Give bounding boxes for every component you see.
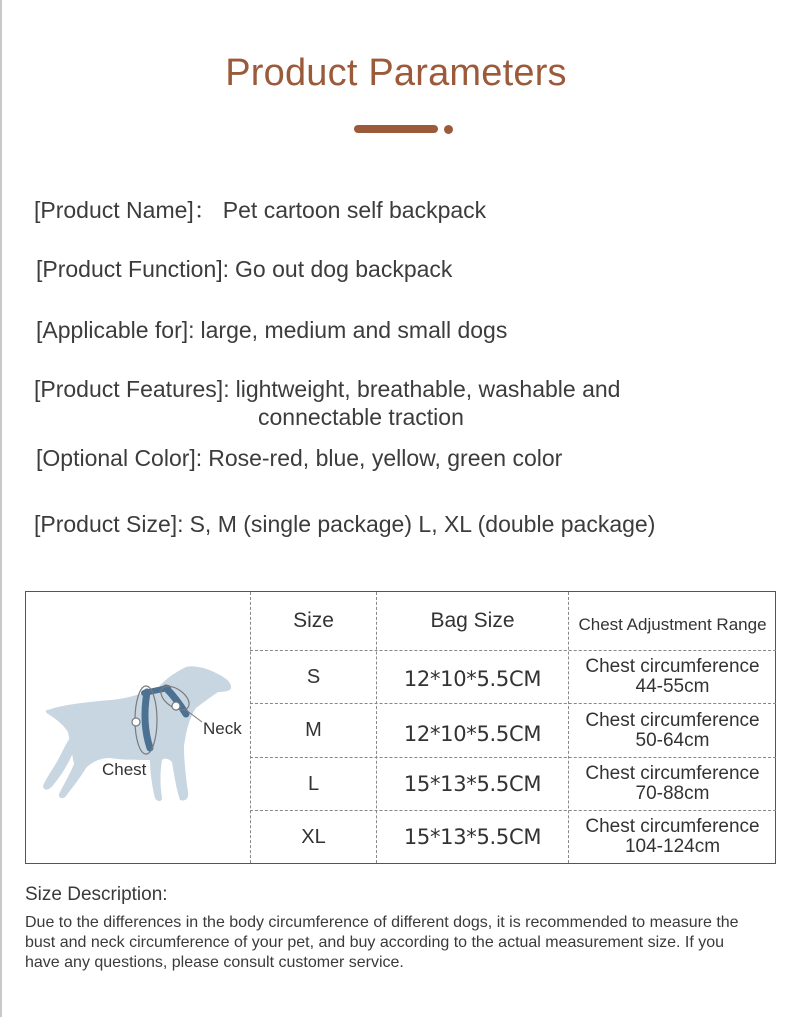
param-product-name (34, 197, 486, 224)
param-value: lightweight, breathable, washable and (235, 376, 621, 402)
row-size-l: L (307, 772, 320, 795)
header-bag-size: Bag Size (430, 609, 515, 632)
title-accent-bar (354, 125, 438, 133)
row-chest-xl (569, 811, 776, 863)
param-value: S, M (single package) L, XL (double package) (189, 511, 656, 537)
param-value: large, medium and small dogs (200, 317, 508, 343)
param-value: Go out dog backpack (235, 256, 453, 282)
param-optional-color (36, 445, 562, 472)
header-size: Size (293, 609, 334, 632)
param-label: [Product Function]: (36, 256, 230, 282)
chest-line2: 70-88cm (635, 783, 710, 804)
param-value: Pet cartoon self backpack (222, 197, 487, 223)
row-bag-l: 15*13*5.5CM (403, 772, 542, 796)
row-bag-xl: 15*13*5.5CM (403, 825, 542, 849)
chest-line1: Chest circumference (585, 656, 760, 677)
chest-line2: 50-64cm (635, 729, 710, 751)
row-bag-s: 12*10*5.5CM (403, 667, 542, 691)
param-label: [Applicable for]: (36, 317, 195, 343)
param-label: [Product Name]： (34, 197, 217, 223)
param-product-features (34, 376, 620, 403)
size-description-body: Due to the differences in the body circumference of different dogs, it is recommended to measure the bust and neck circumference of your pet, and buy according to the actual measurement size. If you have any questions, please consult customer service. (25, 914, 739, 971)
chest-line1: Chest circumference (585, 816, 760, 837)
row-chest-m (569, 704, 776, 757)
size-description-title: Size Description: (25, 884, 168, 905)
row-size-m: M (305, 719, 322, 741)
dog-harness-svg (26, 592, 250, 863)
header-chest-range: Chest Adjustment Range (578, 615, 767, 634)
chest-buckle (132, 718, 140, 726)
dog-harness-illustration (26, 592, 250, 863)
param-product-function (36, 256, 452, 283)
row-chest-l (569, 758, 776, 810)
param-label: [Product Features]: (34, 376, 230, 402)
row-bag-m: 12*10*5.5CM (403, 721, 542, 746)
chest-line1: Chest circumference (585, 763, 760, 784)
param-label: [Optional Color]: (36, 445, 203, 471)
chest-line2: 44-55cm (635, 676, 710, 697)
chest-line1: Chest circumference (585, 709, 760, 731)
row-size-s: S (306, 665, 321, 688)
chest-line2: 104-124cm (624, 836, 721, 857)
chest-label: Chest (102, 760, 147, 779)
param-label: [Product Size]: (34, 511, 184, 537)
neck-label: Neck (203, 719, 242, 738)
param-features-continuation: connectable traction (258, 404, 464, 430)
title-accent-dot (444, 125, 453, 134)
page-left-border (0, 0, 2, 1017)
row-chest-s (569, 651, 776, 703)
size-table (25, 591, 776, 864)
param-applicable-for (36, 317, 507, 344)
row-size-xl: XL (301, 825, 326, 848)
page-title: Product Parameters (225, 52, 567, 94)
param-value: Rose-red, blue, yellow, green color (208, 445, 563, 471)
neck-buckle (172, 702, 180, 710)
param-product-size (34, 511, 655, 538)
